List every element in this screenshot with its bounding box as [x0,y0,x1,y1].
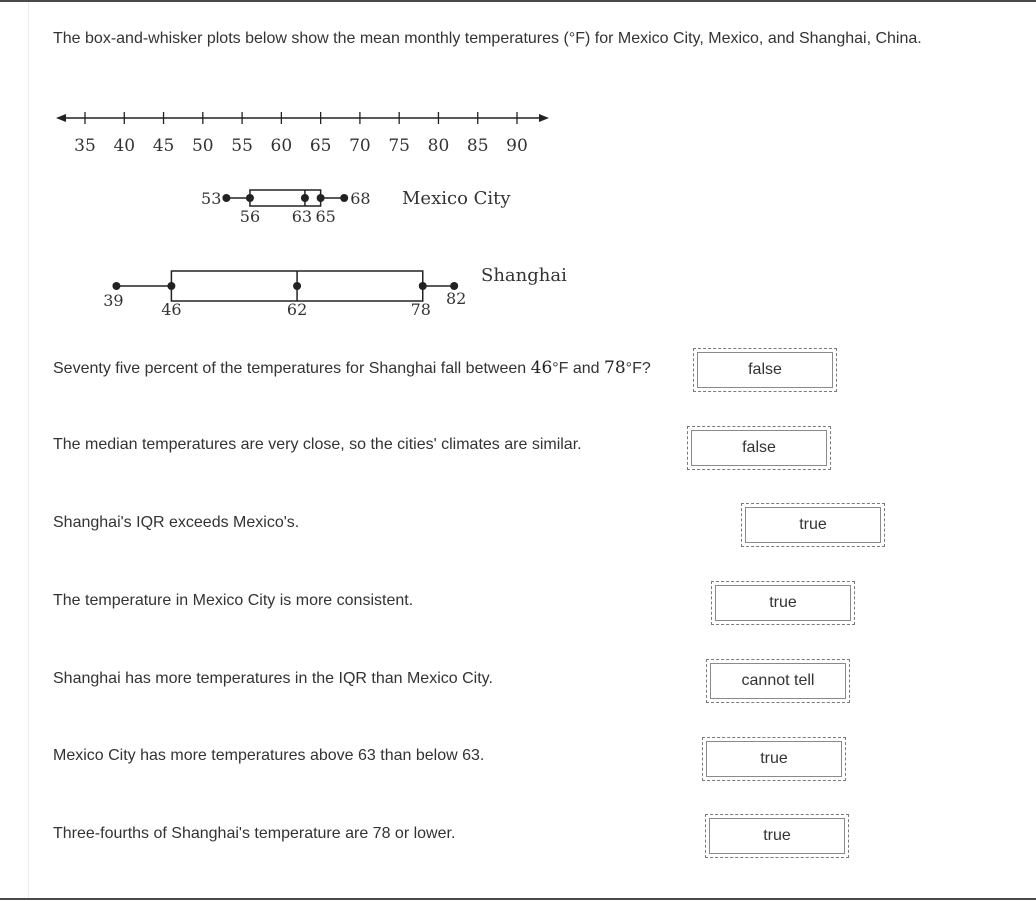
answer-drop-zone-2[interactable] [687,426,831,470]
axis-tick-label-75: 75 [388,136,411,156]
box-plot-chart [50,97,570,327]
statement-6: Mexico City has more temperatures above 63 than below 63. [53,747,485,764]
answer-tile-1[interactable]: false [697,352,833,388]
axis-tick-label-90: 90 [506,136,528,156]
statement-1-text-c: °F? [625,360,651,377]
mexico-q3-label: 65 [315,207,336,226]
statement-1-text-b: °F and [552,360,605,377]
answer-drop-zone-3[interactable] [741,503,885,547]
shanghai-q1-label: 46 [161,300,182,319]
statement-7: Three-fourths of Shanghai's temperature are 78 or lower. [53,825,456,842]
answer-drop-zone-7[interactable] [705,814,849,858]
answer-drop-zone-6[interactable] [702,737,846,781]
mexico-min-label: 53 [201,189,222,208]
answer-tile-4[interactable]: true [715,585,851,621]
answer-tile-5[interactable]: cannot tell [710,663,846,699]
axis-tick-label-50: 50 [191,136,214,156]
shanghai-median-label: 62 [286,300,308,319]
answer-tile-2[interactable]: false [691,430,827,466]
shanghai-q3-label: 78 [410,300,431,319]
answer-drop-zone-4[interactable] [711,581,855,625]
answer-drop-zone-1[interactable] [693,348,837,392]
mexico-max-label: 68 [350,189,371,208]
statement-5: Shanghai has more temperatures in the IQR than Mexico City. [53,670,493,687]
mexico-series-name: Mexico City [402,188,511,209]
intro-text: The box-and-whisker plots below show the mean monthly temperatures (°F) for Mexico City, Mexico, and Shanghai, China. [53,30,922,47]
mexico-box [250,190,321,206]
axis-left-arrow-icon [56,114,66,122]
left-divider [28,2,29,898]
shanghai-median-point [293,282,301,290]
axis-tick-label-55: 55 [231,136,253,156]
mexico-q1-point [246,194,254,202]
shanghai-min-label: 39 [103,291,124,310]
shanghai-min-point [112,282,120,290]
mexico-median-point [301,194,309,202]
mexico-min-point [222,194,230,202]
axis-tick-label-80: 80 [427,136,450,156]
axis-tick-label-65: 65 [309,136,332,156]
statement-3: Shanghai's IQR exceeds Mexico's. [53,514,300,531]
statement-1 [53,358,651,378]
statement-1-text-a: Seventy five percent of the temperatures for Shanghai fall between [53,360,531,377]
shanghai-series-name: Shanghai [481,265,567,286]
axis-tick-label-85: 85 [466,136,489,156]
answer-drop-zone-5[interactable] [706,659,850,703]
answer-tile-6[interactable]: true [706,741,842,777]
shanghai-q3-point [419,282,427,290]
axis-tick-label-70: 70 [349,136,371,156]
answer-tile-3[interactable]: true [745,507,881,543]
axis-tick-label-60: 60 [270,136,293,156]
shanghai-max-label: 82 [445,289,467,308]
statement-4: The temperature in Mexico City is more consistent. [53,592,414,609]
mexico-max-point [340,194,348,202]
mexico-median-label: 63 [291,207,313,226]
statement-1-value-78: 78 [604,358,626,378]
axis-tick-label-45: 45 [152,136,175,156]
axis-right-arrow-icon [539,114,549,122]
statement-2: The median temperatures are very close, so the cities' climates are similar. [53,436,582,453]
answer-tile-7[interactable]: true [709,818,845,854]
statement-1-value-46: 46 [530,358,553,378]
axis-tick-label-40: 40 [113,136,136,156]
mexico-q3-point [317,194,325,202]
mexico-q1-label: 56 [239,207,261,226]
axis-tick-label-35: 35 [74,136,96,156]
shanghai-q1-point [167,282,175,290]
